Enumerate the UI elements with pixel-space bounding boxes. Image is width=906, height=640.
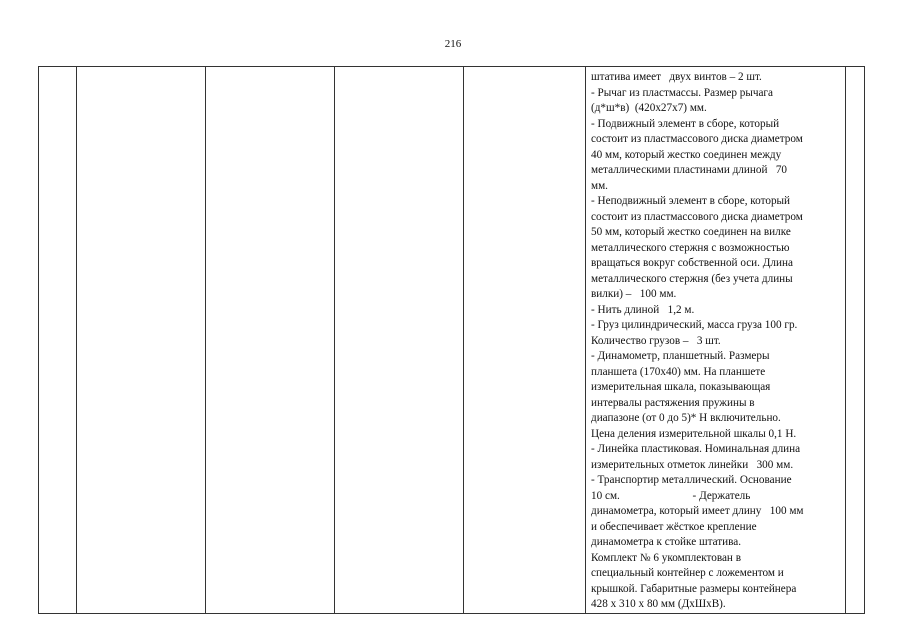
description-line: металлическими пластинами длиной 70 xyxy=(591,164,788,176)
description-line: Комплект № 6 укомплектован в xyxy=(591,551,741,564)
description-line: динамометра, который имеет длину 100 мм xyxy=(591,505,804,517)
description-line: состоит из пластмассового диска диаметром xyxy=(591,210,803,223)
description-line: специальный контейнер с ложементом и xyxy=(591,567,784,579)
description-line: - Транспортир металлический. Основание xyxy=(591,474,792,486)
description-line: металлического стержня (без учета длины xyxy=(591,272,793,285)
description-line: диапазоне (от 0 до 5)* Н включительно. xyxy=(591,412,781,424)
description-line: - Нить длиной 1,2 м. xyxy=(591,303,695,316)
table-cell-1 xyxy=(39,67,77,614)
description-line: крышкой. Габаритные размеры контейнера xyxy=(591,582,797,595)
description-text xyxy=(586,67,845,613)
description-line: динамометра к стойке штатива. xyxy=(591,536,742,548)
specification-table xyxy=(38,66,865,614)
table-cell-5 xyxy=(464,67,586,614)
description-line: - Неподвижный элемент в сборе, который xyxy=(591,195,791,207)
description-line: вращаться вокруг собственной оси. Длина xyxy=(591,257,793,269)
description-line: мм. xyxy=(591,179,608,192)
description-line: 50 мм, который жестко соединен на вилке xyxy=(591,226,791,238)
description-line: 40 мм, который жестко соединен между xyxy=(591,148,782,161)
table-row xyxy=(39,67,865,614)
description-line: состоит из пластмассового диска диаметром xyxy=(591,133,803,145)
description-line: Цена деления измерительной шкалы 0,1 Н. xyxy=(591,427,797,440)
description-line: - Рычаг из пластмассы. Размер рычага xyxy=(591,86,773,99)
description-line: и обеспечивает жёсткое крепление xyxy=(591,520,757,533)
description-line: штатива имеет двух винтов – 2 шт. xyxy=(591,71,762,83)
description-line: измерительных отметок линейки 300 мм. xyxy=(591,458,794,471)
description-line: 10 см. - Держатель xyxy=(591,489,751,502)
description-line: вилки) – 100 мм. xyxy=(591,288,677,300)
page-number: 216 xyxy=(444,38,462,50)
description-line: 428 х 310 х 80 мм (ДхШхВ). xyxy=(591,598,726,610)
description-line: - Груз цилиндрический, масса груза 100 гр. xyxy=(591,319,798,331)
description-line: Количество грузов – 3 шт. xyxy=(591,334,721,347)
table-cell-3 xyxy=(206,67,335,614)
table-cell-description xyxy=(586,67,846,614)
table-cell-7 xyxy=(846,67,865,614)
description-line: - Подвижный элемент в сборе, который xyxy=(591,117,780,130)
description-line: интервалы растяжения пружины в xyxy=(591,396,755,409)
table-cell-4 xyxy=(335,67,464,614)
description-line: - Динамометр, планшетный. Размеры xyxy=(591,350,770,362)
table-cell-2 xyxy=(77,67,206,614)
description-line: металлического стержня с возможностью xyxy=(591,241,790,254)
description-line: - Линейка пластиковая. Номинальная длина xyxy=(591,443,801,455)
description-line: планшета (170х40) мм. На планшете xyxy=(591,365,766,378)
description-line: (д*ш*в) (420х27х7) мм. xyxy=(591,102,707,114)
description-line: измерительная шкала, показывающая xyxy=(591,381,771,393)
